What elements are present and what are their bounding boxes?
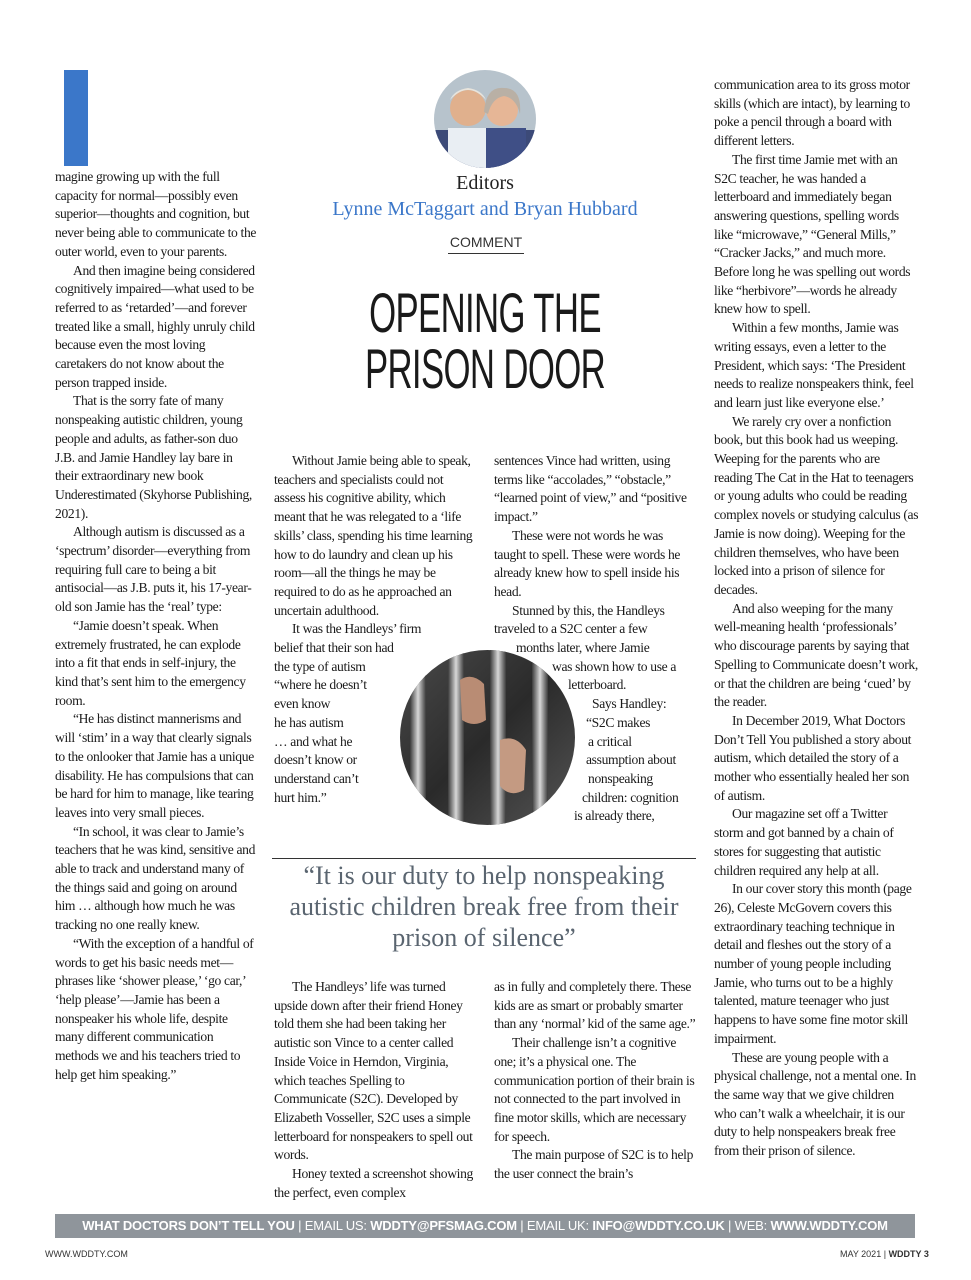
text-line: assumption about — [586, 752, 676, 768]
paragraph: Within a few months, Jamie was writing essays, even a letter to the President, which says: ‘The President needs to realize nonspeakers think, feel and learn just like everyone else.’ — [714, 320, 914, 410]
text-line: … and what he — [274, 733, 353, 749]
section-label: COMMENT — [448, 234, 524, 254]
issue-date: MAY 2021 | — [840, 1249, 887, 1259]
paragraph: “Jamie doesn’t speak. When extremely frustrated, he can explode into a fit that ends in self-injury, the kind that’s sent him to the emergency room. — [55, 617, 246, 708]
paragraph: And also weeping for the many well-meaning health ‘professionals’ who discourage parents by saying that Spelling to Communicate doesn’t work, or that the children are being ‘cued’ by the reader. — [714, 600, 918, 710]
text-line: Says Handley: — [592, 696, 667, 712]
article-column-2-lower — [274, 978, 474, 1202]
paragraph: And then imagine being considered cognitively impaired—what used to be referred to as ‘retarded’—and forever treated like a small, highly unruly child because even the most loving caretakers do not know about the person trapped inside. — [55, 262, 255, 390]
page-url: WWW.WDDTY.COM — [45, 1249, 128, 1259]
text-line: It was the Handleys’ firm — [292, 621, 422, 637]
headline-line-2: PRISON DOOR — [364, 337, 606, 400]
footer-email-us-link[interactable]: WDDTY@PFSMAG.COM — [370, 1218, 517, 1233]
paragraph: That is the sorry fate of many nonspeaking autistic children, young people and adults, as father-son duo J.B. and Jamie Handley lay bare in their extraordinary new book Underestimated (Skyhorse Publishing, 2021). — [55, 393, 252, 521]
footer-web-label: WEB: — [734, 1218, 768, 1233]
text-line: was shown how to use a — [552, 658, 677, 674]
text-line: hurt him.” — [274, 789, 327, 805]
footer-brand: WHAT DOCTORS DON’T TELL YOU — [82, 1218, 295, 1233]
footer-web-link[interactable]: WWW.WDDTY.COM — [770, 1218, 888, 1233]
footer-separator: | — [298, 1218, 302, 1233]
paragraph: The Handleys’ life was turned upside down after their friend Honey told them she had been taking her autistic son Vince to a center called Inside Voice in Herndon, Virginia, which teaches Spelling to Communicate (S2C). Developed by Elizabeth Vosseller, S2C uses a simple letterboard for nonspeakers to spell out words. — [274, 979, 473, 1163]
paragraph: magine growing up with the full capacity for normal—possibly even superior—thoughts and cognition, but never being able to communicate to the outer world, even to your parents. — [55, 169, 257, 259]
paragraph: communication area to its gross motor skills (which are intact), by learning to poke a pencil through a board with different letters. — [714, 77, 910, 149]
paragraph: “With the exception of a handful of words to get his basic needs met—phrases like ‘shower please,’ ‘go car,’ ‘help please’—Jamie has been a nonspeaker his whole life, despite many different communication methods we and his teachers tried to help get him speaking.” — [55, 935, 254, 1082]
text-line: the type of autism — [274, 658, 366, 674]
footer-email-uk-link[interactable]: INFO@WDDTY.CO.UK — [592, 1218, 725, 1233]
footer-email-us-label: EMAIL US: — [304, 1218, 367, 1233]
footer-separator: | — [520, 1218, 524, 1233]
text-line: doesn’t know or — [274, 752, 357, 768]
paragraph-wrapped — [274, 620, 474, 639]
text-line: Stunned by this, the Handleys — [512, 602, 665, 618]
drop-cap-letter-i — [64, 70, 88, 166]
text-line: understand can’t — [274, 770, 359, 786]
paragraph: These are young people with a physical challenge, not a mental one. In the same way that we give children who can’t walk a wheelchair, it is our duty to help nonspeakers break free from their prison of silence. — [714, 1049, 916, 1159]
paragraph: In December 2019, What Doctors Don’t Tell You published a story about autism, which detailed the story of a mother who essentially healed her son of autism. — [714, 712, 912, 803]
paragraph: sentences Vince had written, using terms like “accolades,” “obstacle,” “learned point of view,” and “positive impact.” — [494, 453, 687, 525]
text-line: months later, where Jamie — [516, 640, 650, 656]
paragraph: The main purpose of S2C is to help the user connect the brain’s — [494, 1147, 694, 1182]
editors-label: Editors — [456, 172, 514, 194]
article-column-1 — [55, 168, 258, 1084]
footer-separator: | — [728, 1218, 732, 1233]
article-headline — [354, 281, 616, 400]
paragraph: The first time Jamie met with an S2C teacher, he was handed a letterboard and immediately began answering questions, spelling words like “microwave,” “General Mills,” “Cracker Jacks,” and much more. Before long he was spelling out words like “herbivore”—words he already knew how to spell. — [714, 151, 911, 317]
paragraph: “In school, it was clear to Jamie’s teachers that he was kind, sensitive and able to track and understand many of the things said and going on around him … although how much he was tracking no one really knew. — [55, 823, 256, 933]
article-column-3-lower — [494, 978, 696, 1184]
text-line: “where he doesn’t — [274, 677, 367, 693]
editors-photo — [434, 70, 536, 168]
text-line: a critical — [588, 733, 632, 749]
quote-divider-top — [272, 858, 696, 859]
text-line: belief that their son had — [274, 640, 394, 656]
paragraph: These were not words he was taught to spell. These were words he already knew how to spell inside his head. — [494, 527, 681, 599]
paragraph: Our magazine set off a Twitter storm and got banned by a chain of stores for suggesting that autistic children required any help at all. — [714, 806, 894, 878]
text-line: even know — [274, 696, 331, 712]
footer-email-uk-label: EMAIL UK: — [526, 1218, 589, 1233]
headline-line-1: OPENING THE — [369, 281, 601, 344]
paragraph: Honey texted a screenshot showing the perfect, even complex — [274, 1166, 473, 1200]
paragraph: Without Jamie being able to speak, teachers and specialists could not assess his cognitive ability, which meant that he was relegated to a ‘life skills’ class, spending his time learning how to do laundry and clean up his room—all the things he may be required to do as he approached an uncertain adulthood. — [274, 453, 473, 618]
text-line: children: cognition — [582, 789, 679, 805]
text-line: “S2C makes — [586, 714, 651, 730]
page-number — [840, 1249, 929, 1259]
footer-contact-bar — [55, 1214, 915, 1238]
paragraph: Although autism is discussed as a ‘spectrum’ disorder—everything from requiring full care to being a bit antisocial—as J.B. puts it, his 17-year-old son Jamie has the ‘real’ type: — [55, 524, 252, 615]
paragraph: Their challenge isn’t a cognitive one; it’s a physical one. The communication portion of their brain is not connected to the part involved in fine motor skills, which are necessary for speech. — [494, 1035, 695, 1144]
article-column-4 — [714, 76, 919, 1161]
paragraph: We rarely cry over a nonfiction book, but this book had us weeping. Weeping for the parents who are reading The Cat in the Hat to teenagers or young adults who could be reading complex novels or studying calculus (as Jamie is now doing). Weeping for the children themselves, who have been locked into a prison of silence for decades. — [714, 413, 919, 597]
pull-quote: “It is our duty to help nonspeaking autistic children break free from their prison of silence” — [289, 861, 679, 952]
text-line: traveled to a S2C center a few — [494, 621, 648, 637]
prison-bars-photo — [400, 650, 575, 825]
magazine-page: WDDTY 3 — [888, 1249, 929, 1259]
text-line: letterboard. — [568, 677, 627, 693]
paragraph: “He has distinct mannerisms and will ‘stim’ in a way that clearly signals to the onlooker that Jamie has a unique disability. He has compulsions that can be hard for him to manage, like tearing leaves into very small pieces. — [55, 711, 254, 820]
paragraph: In our cover story this month (page 26), Celeste McGovern covers this extraordinary teaching technique in detail and fleshes out the story of a number of young people including Jamie, who turns out to be a highly talented, mature teenager who just happens to have some fine motor skill impairment. — [714, 881, 912, 1046]
editor-names: Lynne McTaggart and Bryan Hubbard — [332, 198, 638, 220]
text-line: he has autism — [274, 714, 344, 730]
text-line: nonspeaking — [588, 770, 653, 786]
paragraph: as in fully and completely there. These kids are as smart or probably smarter than any ‘normal’ kid of the same age.” — [494, 979, 696, 1032]
text-line: is already there, — [574, 808, 655, 824]
